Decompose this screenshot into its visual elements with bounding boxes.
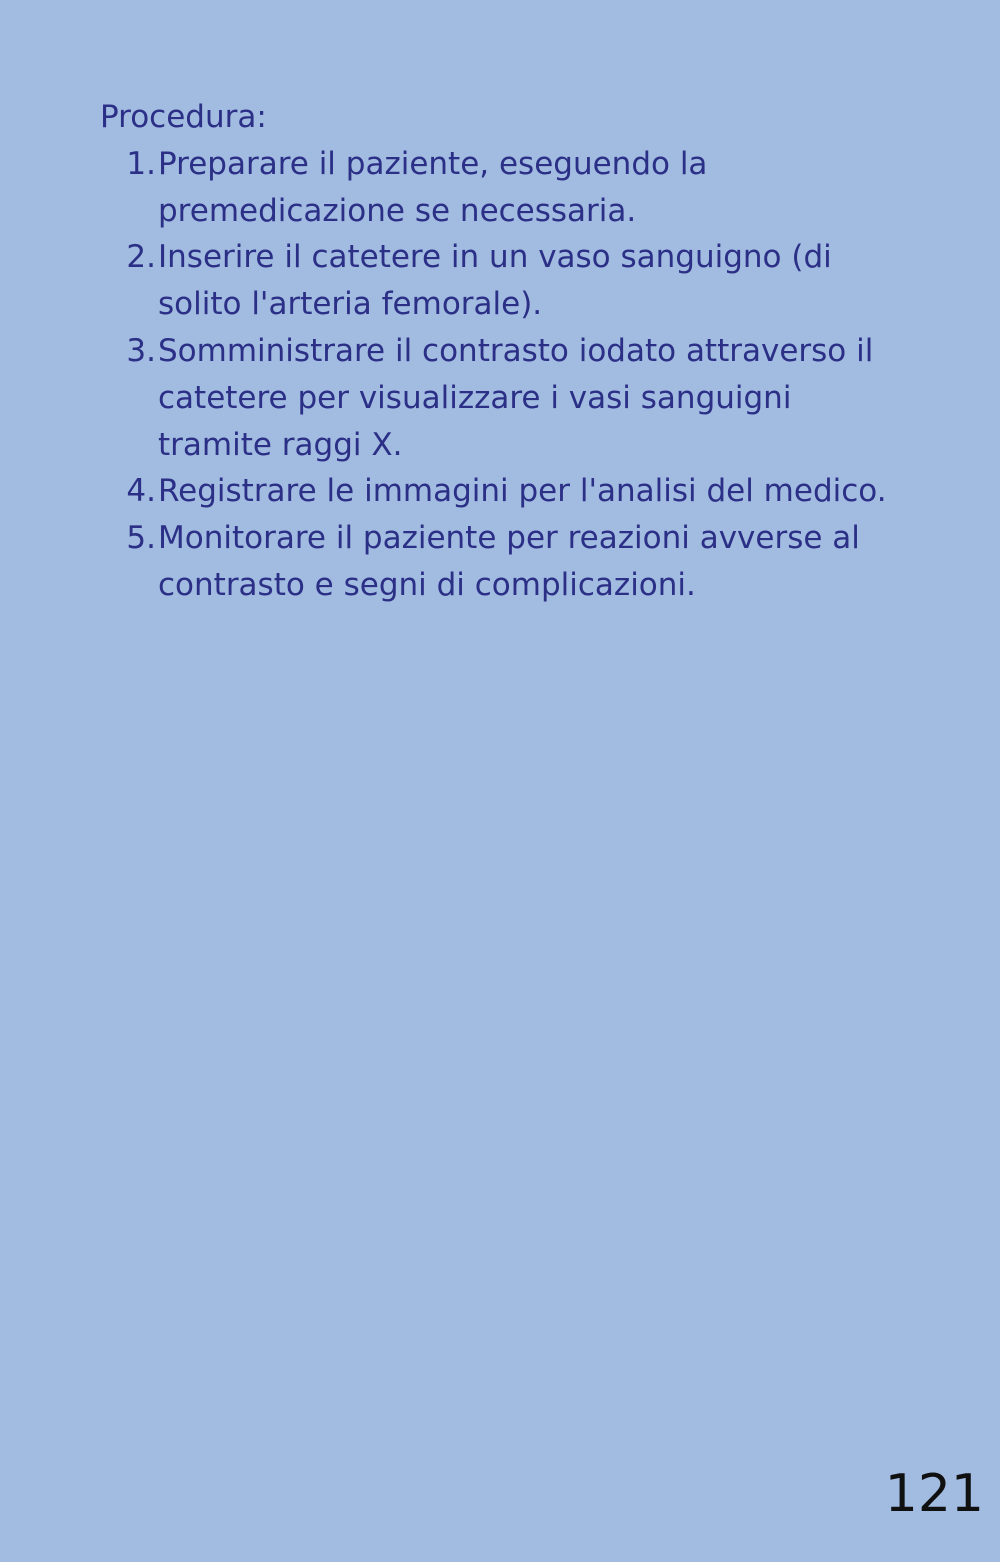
procedure-steps-list <box>100 141 900 609</box>
procedure-step-4 <box>100 468 900 515</box>
step-text: Registrare le immagini per l'analisi del medico. <box>158 473 887 510</box>
procedure-step-5 <box>100 515 900 609</box>
step-number: 5. <box>126 520 156 557</box>
procedure-heading: Procedura: <box>100 99 267 135</box>
step-number: 4. <box>126 473 156 510</box>
step-text: Monitorare il paziente per reazioni avverse al contrasto e segni di complicazioni. <box>158 520 860 603</box>
procedure-step-2 <box>100 234 900 328</box>
step-number: 3. <box>126 332 156 369</box>
step-text: Inserire il catetere in un vaso sanguigno (di solito l'arteria femorale). <box>158 239 832 323</box>
step-text: Preparare il paziente, eseguendo la premedicazione se necessaria. <box>158 145 708 229</box>
step-number: 2. <box>126 239 156 276</box>
step-text: Somministrare il contrasto iodato attraverso il catetere per visualizzare i vasi sanguigni tramite raggi X. <box>158 332 874 463</box>
page-content <box>100 94 900 609</box>
procedure-step-3 <box>100 328 900 468</box>
step-number: 1. <box>126 145 156 182</box>
procedure-step-1 <box>100 141 900 235</box>
page-number: 121 <box>884 1464 984 1524</box>
